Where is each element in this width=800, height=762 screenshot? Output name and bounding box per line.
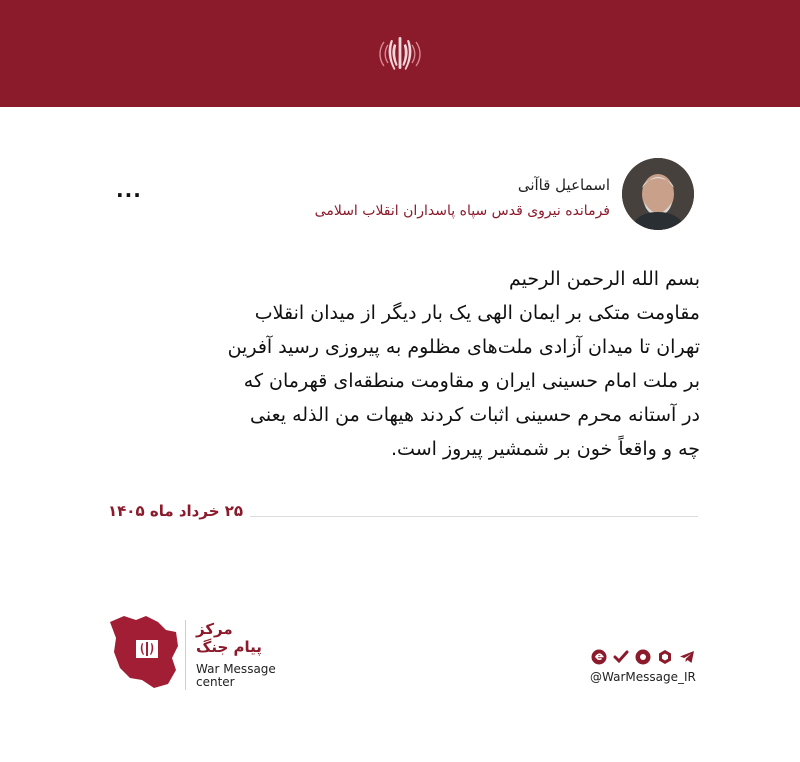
iran-emblem-icon bbox=[374, 28, 426, 80]
author-name: اسماعیل قاآنی bbox=[517, 176, 610, 194]
check-icon[interactable] bbox=[612, 648, 630, 666]
logo-text-arabic-2: پیام جنگ bbox=[196, 638, 262, 656]
bale-icon[interactable] bbox=[634, 648, 652, 666]
eitaa-icon[interactable] bbox=[590, 648, 608, 666]
social-links bbox=[590, 648, 696, 666]
header-bar bbox=[0, 0, 800, 107]
more-options-button[interactable]: ... bbox=[116, 178, 142, 202]
message-line: در آستانه محرم حسینی اثبات کردند هیهات من الذله یعنی bbox=[250, 404, 700, 426]
message-line: بسم الله الرحمن الرحیم bbox=[509, 268, 700, 290]
social-handle: @WarMessage_IR bbox=[590, 670, 696, 684]
message-line: مقاومت متکی بر ایمان الهی یک بار دیگر از میدان انقلاب bbox=[254, 302, 700, 324]
message-line: تهران تا میدان آزادی ملت‌های مظلوم به پیروزی رسید آفرین bbox=[227, 336, 700, 358]
author-role: فرمانده نیروی قدس سپاه پاسداران انقلاب اسلامی bbox=[314, 203, 610, 219]
message-body bbox=[100, 262, 700, 466]
telegram-icon[interactable] bbox=[678, 648, 696, 666]
rubika-icon[interactable] bbox=[656, 648, 674, 666]
message-date: ۲۵ خرداد ماه ۱۴۰۵ bbox=[108, 502, 244, 520]
logo-separator bbox=[185, 620, 186, 690]
logo-text-english-2: center bbox=[196, 675, 235, 689]
message-line: چه و واقعاً خون بر شمشیر پیروز است. bbox=[391, 438, 700, 460]
message-line: بر ملت امام حسینی ایران و مقاومت منطقه‌ای قهرمان که bbox=[243, 370, 700, 392]
divider bbox=[250, 516, 698, 517]
logo-text-english-1: War Message bbox=[196, 662, 276, 676]
logo-text-arabic-1: مرکز bbox=[196, 620, 233, 638]
author-photo bbox=[622, 158, 694, 230]
iran-map-logo-icon bbox=[106, 612, 182, 690]
author-avatar bbox=[622, 158, 694, 230]
